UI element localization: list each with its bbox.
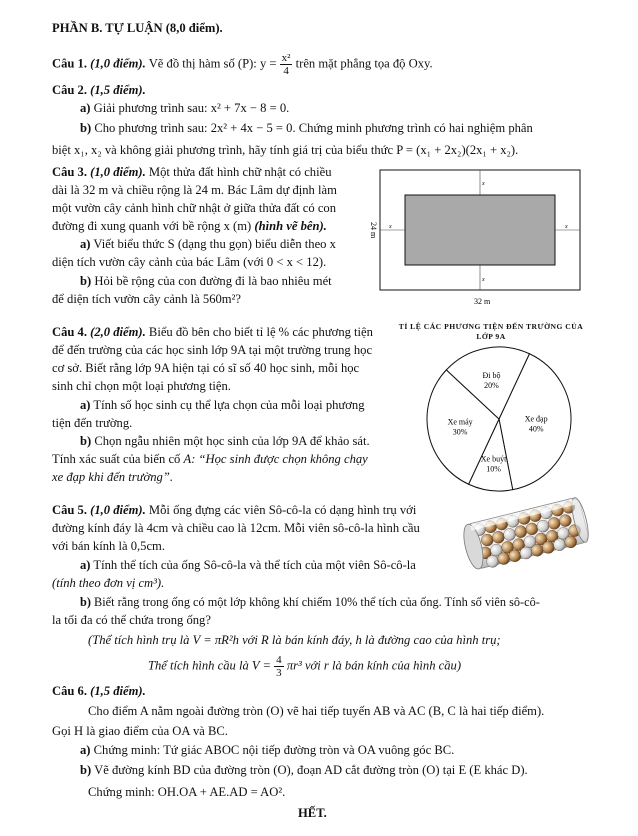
q1-fn-num: x² [281, 52, 291, 64]
q1-label: Câu 1. [52, 56, 87, 71]
pie-value-label: 40% [528, 424, 544, 434]
q2-part-b [80, 120, 533, 137]
q6-proof: Chứng minh: OH.OA + AE.AD = AO². [88, 785, 286, 799]
q4-part-b-line2 [52, 451, 368, 468]
q1-text: Vẽ đồ thị hàm số [148, 56, 235, 71]
end-mark: HẾT. [298, 806, 327, 820]
q3-b-text: Hỏi bề rộng của con đường đi là bao nhiêu mét [94, 274, 332, 288]
pie-category-label: Đi bộ [482, 371, 501, 381]
q3-text-4: đường đi xung quanh với bề rộng x (m) [52, 219, 252, 233]
q2-b-label: b) [80, 121, 92, 135]
q3-points: (1,0 điểm). [90, 165, 146, 179]
q5-formula2-a: Thể tích hình cầu là V = [148, 658, 271, 673]
q5-part-b [80, 594, 540, 611]
q2-b-text1: Cho phương trình sau: [94, 121, 208, 135]
q3-line-1 [52, 164, 332, 181]
q4-text-1: Biểu đồ bên cho biết tỉ lệ % các phương tiện [148, 325, 373, 339]
q5-text-1: Mỗi ống đựng các viên Sô-cô-la có dạng hình trụ với [148, 503, 417, 517]
q3-part-a-line2: diện tích vườn cây cảnh của bác Lâm (với 0 < x < 12). [52, 255, 327, 269]
q3-line-4 [52, 218, 327, 235]
q4-label: Câu 4. [52, 325, 87, 339]
q2-b-line2-b: và không giải phương trình, hãy tính giá trị của biểu thức [104, 143, 394, 157]
q6-part-b [80, 762, 528, 779]
q4-b-line2: Tính xác suất của biến cố [52, 452, 181, 466]
q2-part-b-line2 [52, 142, 518, 159]
q2-b-text2: Chứng minh phương trình có hai nghiệm phân [298, 121, 533, 135]
q5-formula2-num: 4 [276, 654, 282, 666]
section-title: PHẦN B. TỰ LUẬN (8,0 điểm). [52, 21, 223, 35]
q3-line-2: dài là 32 m và chiều rộng là 24 m. Bác Lâm dự định làm [52, 183, 337, 197]
q4-a-text: Tính số học sinh cụ thể lựa chọn của mỗi loại phương [93, 398, 365, 412]
q3-label: Câu 3. [52, 165, 87, 179]
q3-hint: (hình vẽ bên). [254, 219, 327, 233]
q2-a-text: Giải phương trình sau: [93, 101, 208, 115]
q4-points: (2,0 điểm). [90, 325, 146, 339]
pie-value-label: 20% [484, 381, 499, 391]
q2-points: (1,5 điểm). [90, 83, 146, 97]
q3-part-a [80, 236, 336, 253]
land-diagram [362, 166, 594, 308]
q6-a-text: Chứng minh: Tứ giác ABOC nội tiếp đường tròn và OA vuông góc BC. [93, 743, 455, 757]
q1-fn-y: y = [259, 56, 277, 71]
q4-b-label: b) [80, 434, 92, 448]
q6-part-a [80, 742, 454, 759]
width-label: 32 m [474, 297, 491, 306]
q3-b-label: b) [80, 274, 92, 288]
chocolate-tube-image [462, 496, 594, 572]
q1-fn-den: 4 [283, 65, 289, 77]
q4-part-a-line2: tiện đến trường. [52, 416, 133, 430]
q1-text-end: trên mặt phẳng tọa độ Oxy. [295, 56, 433, 71]
q3-a-label: a) [80, 237, 91, 251]
q3-a-text: Viết biểu thức S (dạng thu gọn) biểu diễn theo x [93, 237, 336, 251]
garden-area [405, 195, 555, 265]
question-1 [52, 52, 433, 77]
q4-part-b-line3: xe đạp khi đến trường”. [52, 470, 173, 484]
q5-part-b-line2: la tối đa có thể chứa trong ống? [52, 613, 211, 627]
q6-line-2: Gọi H là giao điểm của OA và BC. [52, 724, 228, 738]
q2-b-line2-a: biệt [52, 143, 71, 157]
q5-a-label: a) [80, 558, 91, 572]
q2-b-vars: x₁, x₂ [74, 143, 102, 157]
q4-a-label: a) [80, 398, 91, 412]
pie-chart [424, 344, 574, 494]
q5-fraction [274, 654, 284, 679]
chart-title: TỈ LỆ CÁC PHƯƠNG TIỆN ĐẾN TRƯỜNG CỦA LỚP 9A [398, 322, 584, 341]
q1-fraction [280, 52, 293, 77]
q6-line-1: Cho điểm A nằm ngoài đường tròn (O) vẽ hai tiếp tuyến AB và AC (B, C là hai tiếp điểm). [88, 704, 545, 718]
x-label-bottom: x [482, 277, 485, 283]
x-label-top: x [482, 181, 485, 187]
q5-part-a [80, 557, 416, 574]
q6-b-label: b) [80, 763, 92, 777]
q5-points: (1,0 điểm). [90, 503, 146, 517]
q4-line-1 [52, 324, 373, 341]
q1-fn-name: (P): [237, 56, 257, 71]
q3-line-3: một vườn cây cảnh hình chữ nhật ở giữa thửa đất có con [52, 201, 337, 215]
pie-value-label: 10% [486, 464, 501, 474]
pie-value-label: 30% [452, 427, 468, 437]
pie-category-label: Xe máy [447, 417, 473, 427]
q3-part-b [80, 273, 332, 290]
q5-b-text: Biết rằng trong ống có một lớp không khí chiếm 10% thể tích của ống. Tính số viên sô-cô- [94, 595, 540, 609]
q6-label: Câu 6. [52, 684, 87, 698]
q5-formula-2 [148, 654, 461, 679]
q5-line-3: với bán kính là 0,5cm. [52, 539, 165, 553]
q4-part-a [80, 397, 365, 414]
q6-b-text: Vẽ đường kính BD của đường tròn (O), đoạn AD cắt đường tròn (O) tại E (E khác D). [94, 763, 528, 777]
q5-a-text: Tính thể tích của ống Sô-cô-la và thể tích của một viên Sô-cô-la [93, 558, 416, 572]
q4-line-4: sinh chỉ chọn một loại phương tiện. [52, 379, 231, 393]
q5-label: Câu 5. [52, 503, 87, 517]
q2-label: Câu 2. [52, 83, 87, 97]
q5-line-1 [52, 502, 416, 519]
q5-formula2-den: 3 [276, 667, 282, 679]
q3-part-b-line2: để diện tích vườn cây cảnh là 560m²? [52, 292, 241, 306]
q3-text-1: Một thửa đất hình chữ nhật có chiều [148, 165, 332, 179]
q4-line-2: để đến trường của các học sinh lớp 9A tại một trường trung học [52, 343, 373, 357]
q2-a-label: a) [80, 101, 91, 115]
height-label: 24 m [369, 222, 378, 239]
q2-b-eq: 2x² + 4x − 5 = 0. [210, 121, 296, 135]
q5-formula-1: (Thể tích hình trụ là V = πR²h với R là bán kính đáy, h là đường cao của hình trụ; [88, 633, 501, 647]
x-label-right: x [565, 224, 568, 230]
question-2-header [52, 82, 146, 99]
q2-b-expr: P = (x₁ + 2x₂)(2x₁ + x₂). [396, 143, 519, 157]
q4-line-3: cơ sở. Biết rằng lớp 9A hiện tại có sĩ số 40 học sinh, mỗi học [52, 361, 360, 375]
q4-b-event: A: “Học sinh được chọn không chạy [183, 452, 368, 466]
question-6-header [52, 683, 146, 700]
q2-a-eq: x² + 7x − 8 = 0. [210, 101, 290, 115]
pie-category-label: Xe buýt [480, 454, 507, 464]
x-label-left: x [389, 224, 392, 230]
pie-category-label: Xe đạp [524, 414, 548, 424]
q4-b-text: Chọn ngẫu nhiên một học sinh của lớp 9A để khảo sát. [94, 434, 370, 448]
q4-part-b [80, 433, 370, 450]
q5-b-label: b) [80, 595, 91, 609]
q5-part-a-line2: (tính theo đơn vị cm³). [52, 576, 165, 590]
q6-a-label: a) [80, 743, 91, 757]
q6-points: (1,5 điểm). [90, 684, 146, 698]
q1-points: (1,0 điểm). [90, 56, 146, 71]
q2-part-a [80, 100, 289, 117]
q5-formula2-b: πr³ với r là bán kính của hình cầu) [286, 658, 462, 673]
q5-line-2: đường kính đáy là 4cm và chiều cao là 12cm. Mỗi viên sô-cô-la hình cầu [52, 521, 420, 535]
